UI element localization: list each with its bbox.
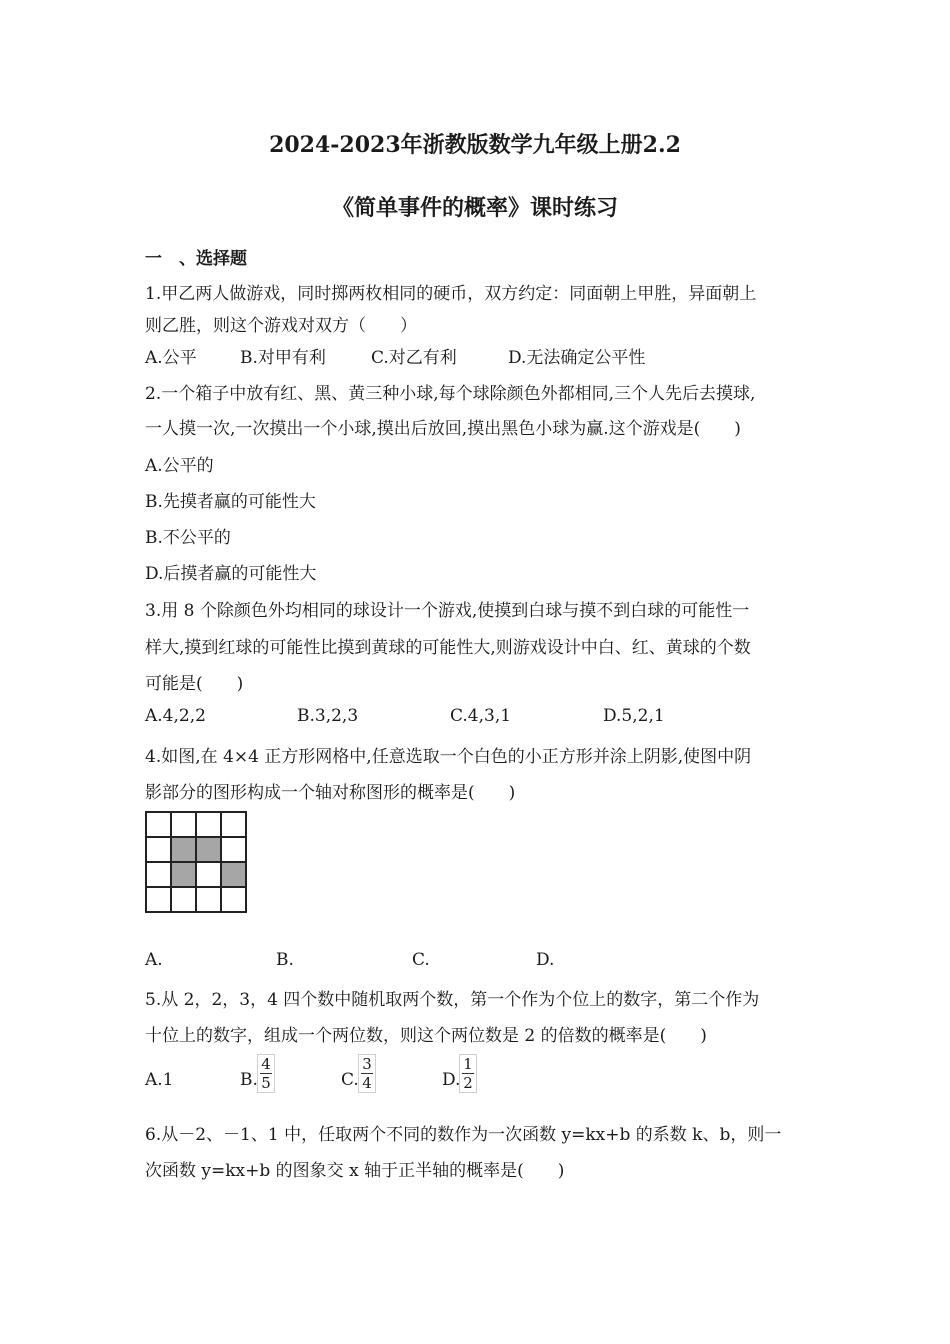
q5-option-b: B. (240, 1070, 258, 1090)
q4-line2: 影部分的图形构成一个轴对称图形的概率是( ) (145, 783, 516, 803)
grid-cell-white (221, 837, 246, 862)
q4-option-c: C. (412, 950, 430, 970)
q1-line2: 则乙胜，则这个游戏对双方（ ） (145, 316, 417, 336)
grid-cell-white (171, 887, 196, 912)
grid-cell-shaded (171, 862, 196, 887)
q2-option-c: B.不公平的 (145, 528, 231, 548)
q5-option-d: D. (442, 1070, 461, 1090)
q5-option-a: A.1 (145, 1070, 174, 1090)
q4-option-b: B. (276, 950, 294, 970)
q4-line1: 4.如图,在 4×4 正方形网格中,任意选取一个白色的小正方形并涂上阴影,使图中阴 (145, 747, 752, 767)
grid-cell-white (146, 812, 171, 837)
section-heading: 一 、选择题 (145, 249, 247, 269)
document-title-line2: 《简单事件的概率》课时练习 (331, 195, 618, 221)
q2-option-d: D.后摸者赢的可能性大 (145, 564, 317, 584)
q3-option-a: A.4,2,2 (145, 706, 206, 726)
q2-option-a: A.公平的 (145, 456, 214, 476)
q4-option-a: A. (145, 950, 163, 970)
q4-option-d: D. (536, 950, 555, 970)
fraction-denominator: 5 (261, 1074, 271, 1092)
q5-option-c: C. (341, 1070, 359, 1090)
q5-line2: 十位上的数字，组成一个两位数，则这个两位数是 2 的倍数的概率是( ) (145, 1026, 707, 1046)
q3-line2: 样大,摸到红球的可能性比摸到黄球的可能性大,则游戏设计中白、红、黄球的个数 (145, 638, 751, 658)
grid-cell-white (196, 887, 221, 912)
grid-cell-shaded (221, 862, 246, 887)
q6-line1: 6.从－2、－1、1 中，任取两个不同的数作为一次函数 y=kx+b 的系数 k、b，则一 (145, 1125, 782, 1145)
q3-line1: 3.用 8 个除颜色外均相同的球设计一个游戏,使摸到白球与摸不到白球的可能性一 (145, 601, 750, 621)
q1-option-b: B.对甲有利 (240, 348, 326, 368)
grid-cell-shaded (196, 837, 221, 862)
q3-option-b: B.3,2,3 (297, 706, 359, 726)
grid-cell-white (146, 837, 171, 862)
q3-line3: 可能是( ) (145, 674, 244, 694)
grid-cell-white (196, 812, 221, 837)
grid-cell-white (146, 862, 171, 887)
q1-option-c: C.对乙有利 (371, 348, 457, 368)
q2-option-b: B.先摸者赢的可能性大 (145, 492, 316, 512)
grid-cell-white (146, 887, 171, 912)
fraction-numerator: 3 (362, 1055, 372, 1073)
grid-cell-white (171, 812, 196, 837)
fraction-numerator: 4 (261, 1055, 271, 1073)
grid-cell-white (196, 862, 221, 887)
fraction-numerator: 1 (463, 1055, 473, 1073)
q5-option-d-fraction (459, 1054, 477, 1093)
q5-option-b-fraction (257, 1054, 275, 1093)
q5-line1: 5.从 2，2，3，4 四个数中随机取两个数，第一个作为个位上的数字，第二个作为 (145, 990, 760, 1010)
document-title-line1: 2024-2023年浙教版数学九年级上册2.2 (269, 132, 681, 158)
grid-cell-white (221, 887, 246, 912)
q2-line2: 一人摸一次,一次摸出一个小球,摸出后放回,摸出黑色小球为赢.这个游戏是( ) (145, 419, 741, 439)
q3-option-d: D.5,2,1 (603, 706, 665, 726)
q2-line1: 2.一个箱子中放有红、黑、黄三种小球,每个球除颜色外都相同,三个人先后去摸球, (145, 384, 756, 404)
fraction-denominator: 4 (362, 1074, 372, 1092)
grid-cell-white (221, 812, 246, 837)
q1-option-d: D.无法确定公平性 (508, 348, 646, 368)
q3-option-c: C.4,3,1 (450, 706, 512, 726)
q1-line1: 1.甲乙两人做游戏，同时掷两枚相同的硬币，双方约定：同面朝上甲胜，异面朝上 (145, 284, 757, 304)
q1-option-a: A.公平 (145, 348, 197, 368)
grid-cell-shaded (171, 837, 196, 862)
q5-option-c-fraction (358, 1054, 376, 1093)
fraction-denominator: 2 (463, 1074, 473, 1092)
q6-line2: 次函数 y=kx+b 的图象交 x 轴于正半轴的概率是( ) (145, 1161, 565, 1181)
q4-grid-figure (145, 811, 247, 913)
